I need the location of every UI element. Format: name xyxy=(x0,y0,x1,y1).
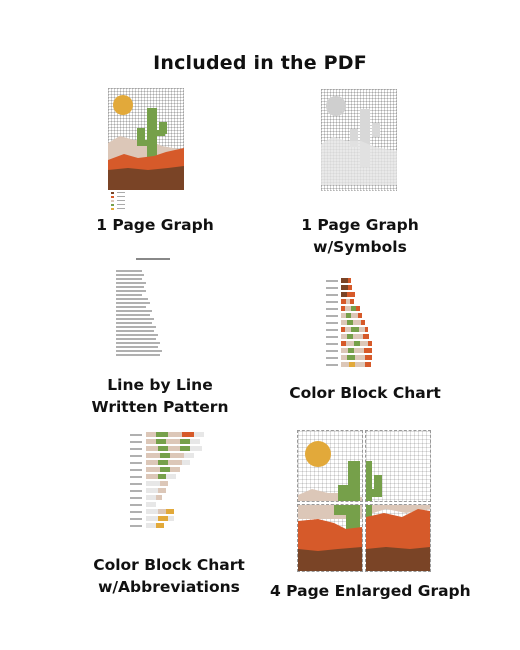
desert-cactus-graph-image xyxy=(108,88,184,190)
abbreviated-block-rows-image xyxy=(130,432,210,536)
page-title: Included in the PDF xyxy=(153,52,367,74)
caption-enlarged-graph: 4 Page Enlarged Graph xyxy=(270,582,471,600)
caption-color-block-chart: Color Block Chart xyxy=(289,384,441,402)
enlarged-bottom-right-image xyxy=(366,505,430,571)
caption-written-pattern: Line by Line Written Pattern xyxy=(91,376,229,416)
written-pattern-thumbnail xyxy=(112,258,192,360)
enlarged-page-bottom-left xyxy=(297,504,363,572)
caption-abbreviated-color-block: Color Block Chart w/Abbreviations xyxy=(93,556,245,596)
color-block-chart-thumbnail xyxy=(326,278,406,374)
sun-icon xyxy=(113,95,133,115)
enlarged-graph-thumbnail xyxy=(297,430,431,572)
symbol-graph-image xyxy=(321,89,397,191)
symbols-graph-thumbnail xyxy=(321,89,397,191)
enlarged-top-right-image xyxy=(366,431,430,501)
caption-symbols-graph: 1 Page Graph w/Symbols xyxy=(301,216,419,256)
graph-preview-thumbnail xyxy=(108,88,184,190)
enlarged-page-bottom-right xyxy=(365,504,431,572)
enlarged-top-left-image xyxy=(298,431,362,501)
enlarged-page-top-right xyxy=(365,430,431,502)
abbreviated-color-block-thumbnail xyxy=(130,432,210,536)
sun-icon xyxy=(305,441,331,467)
color-block-rows-image xyxy=(326,278,406,374)
enlarged-page-top-left xyxy=(297,430,363,502)
graph-color-legend xyxy=(111,192,141,212)
enlarged-bottom-left-image xyxy=(298,505,362,571)
caption-1-page-graph: 1 Page Graph xyxy=(96,216,214,234)
